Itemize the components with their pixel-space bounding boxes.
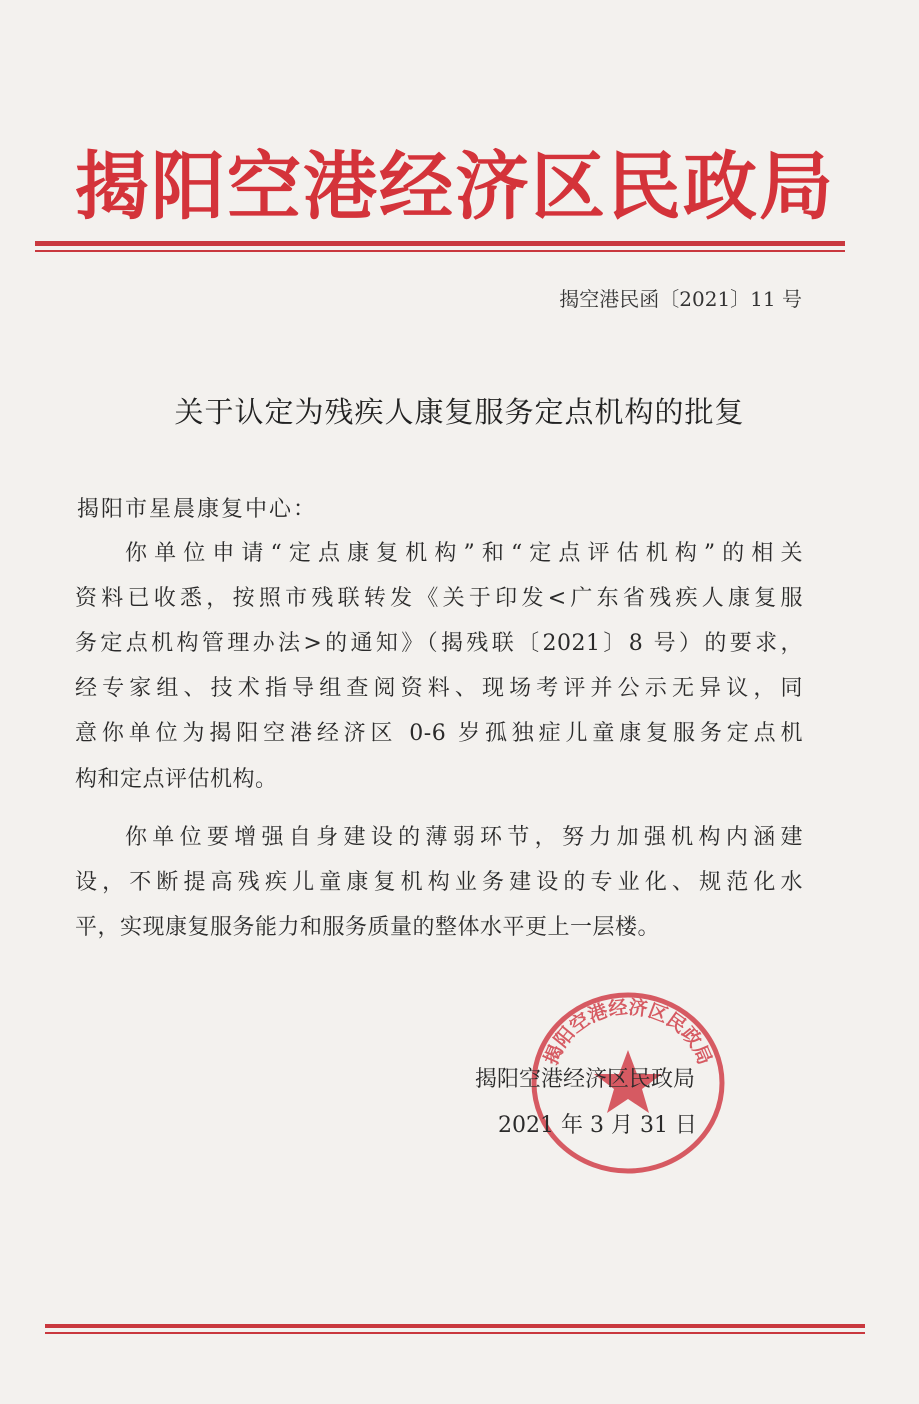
body-line: 意你单位为揭阳空港经济区 0-6 岁孤独症儿童康复服务定点机 [75,721,803,746]
footer-rule-thin [45,1332,865,1334]
letterhead-rule-thin [35,250,845,252]
body-line: 平，实现康复服务能力和服务质量的整体水平更上一层楼。 [75,915,661,940]
signing-agency: 揭阳空港经济区民政局 [474,1067,695,1092]
seal-text: 揭阳空港经济区民政局 [540,996,716,1068]
body-line: 务定点机构管理办法>的通知》（揭残联〔2021〕8 号）的要求， [75,631,803,656]
body-line: 你单位申请“定点康复机构”和“定点评估机构”的相关 [125,541,803,566]
body-line: 你单位要增强自身建设的薄弱环节，努力加强机构内涵建 [125,825,803,850]
addressee: 揭阳市星晨康复中心： [77,497,318,522]
body-line: 构和定点评估机构。 [75,767,278,792]
body-line: 设，不断提高残疾儿童康复机构业务建设的专业化、规范化水 [75,870,803,895]
letterhead-rule-thick [35,241,845,246]
body-line: 经专家组、技术指导组查阅资料、现场考评并公示无异议，同 [75,676,803,701]
footer-rule-thick [45,1324,865,1328]
signing-date: 2021 年 3 月 31 日 [498,1113,697,1138]
document-title: 关于认定为残疾人康复服务定点机构的批复 [174,395,745,429]
body-line: 资料已收悉，按照市残联转发《关于印发<广东省残疾人康复服 [75,586,803,611]
agency-letterhead: 揭阳空港经济区民政局 [75,144,835,230]
document-number: 揭空港民函〔2021〕11 号 [559,287,802,311]
